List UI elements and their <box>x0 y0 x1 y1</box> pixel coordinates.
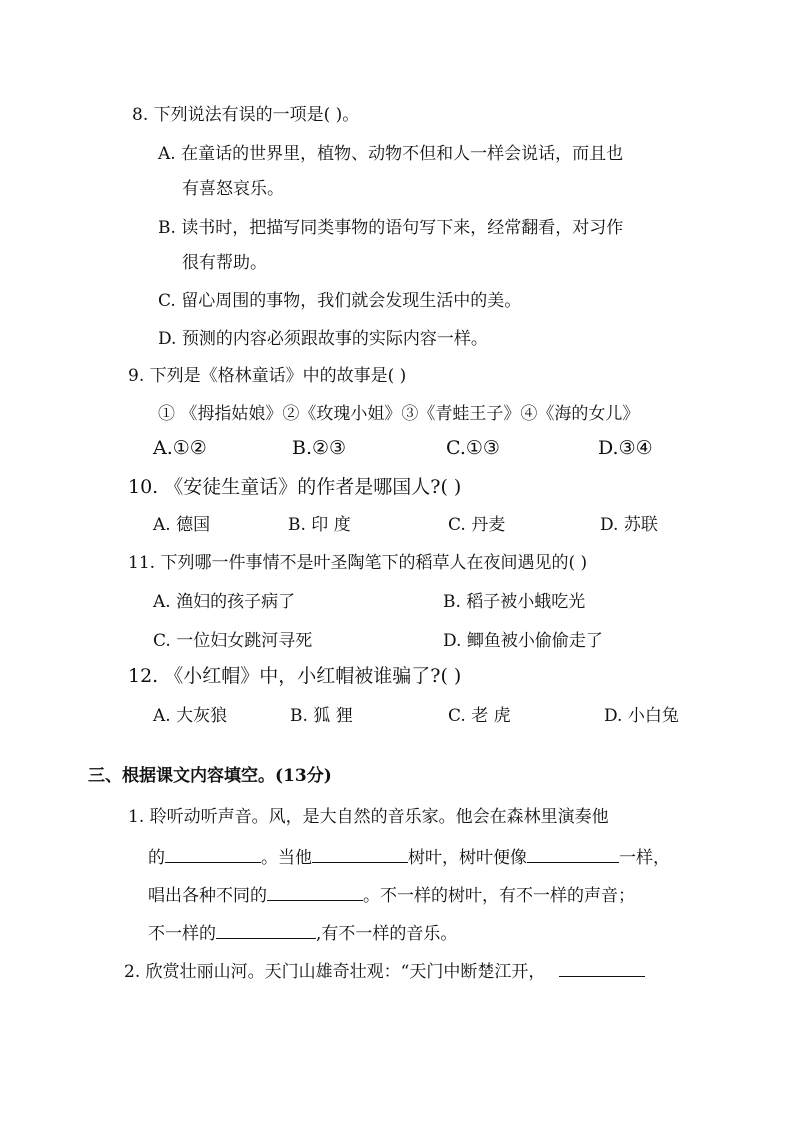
q12-option-c: C. 老 虎 <box>448 706 511 726</box>
q10-option-c: C. 丹麦 <box>448 515 506 535</box>
section-3-heading: 三、根据课文内容填空。(13分) <box>88 766 332 786</box>
fill-q1-text: 不一样的 <box>148 924 216 944</box>
q10-stem: 10. 《安徒生童话》的作者是哪国人?( ) <box>128 476 462 498</box>
q12-stem: 12. 《小红帽》中，小红帽被谁骗了?( ) <box>128 665 462 687</box>
q11-option-c: C. 一位妇女跳河寻死 <box>153 631 313 651</box>
fill-q1-text: 一样， <box>619 848 670 868</box>
q8-option-a: A. 在童话的世界里，植物、动物不但和人一样会说话，而且也 <box>158 144 624 164</box>
q12-option-b: B. 狐 狸 <box>290 706 353 726</box>
q8-option-a-cont: 有喜怒哀乐。 <box>182 179 284 199</box>
q9-option-c: C.①③ <box>446 437 500 459</box>
q9-option-a: A.①② <box>153 437 207 459</box>
q9-items: ① 《拇指姑娘》②《玫瑰小姐》③《青蛙王子》④《海的女儿》 <box>158 404 640 424</box>
fill-q1-text: 的 <box>148 848 165 868</box>
fill-q1-line-4 <box>148 920 457 945</box>
q10-option-a: A. 德国 <box>153 515 211 535</box>
q9-stem: 9. 下列是《格林童话》中的故事是( ) <box>128 366 407 386</box>
answer-blank[interactable] <box>165 844 261 863</box>
answer-blank[interactable] <box>216 920 316 939</box>
fill-q2-line-1 <box>124 958 645 983</box>
q11-option-a: A. 渔妇的孩子病了 <box>153 592 296 612</box>
answer-blank[interactable] <box>267 882 363 901</box>
fill-q1-text: ,有不一样的音乐。 <box>316 924 458 944</box>
q9-option-d: D.③④ <box>598 437 653 459</box>
q12-option-a: A. 大灰狼 <box>153 706 228 726</box>
fill-q1-text: 树叶，树叶便像 <box>408 848 527 868</box>
q9-option-b: B.②③ <box>292 437 347 459</box>
fill-q2-text: 2. 欣赏壮丽山河。天门山雄奇壮观：“天门中断楚江开， <box>124 962 546 982</box>
fill-q1-line-1: 1. 聆听动听声音。风，是大自然的音乐家。他会在森林里演奏他 <box>128 807 609 827</box>
q10-option-b: B. 印 度 <box>288 515 351 535</box>
q12-option-d: D. 小白兔 <box>604 706 679 726</box>
q11-stem: 11. 下列哪一件事情不是叶圣陶笔下的稻草人在夜间遇见的( ) <box>128 553 588 573</box>
fill-q1-text: 。当他 <box>261 848 312 868</box>
fill-q1-line-3 <box>148 882 635 907</box>
answer-blank[interactable] <box>312 844 408 863</box>
answer-blank[interactable] <box>527 844 619 863</box>
q8-option-b: B. 读书时，把描写同类事物的语句写下来，经常翻看，对习作 <box>158 218 624 238</box>
q11-option-d: D. 鲫鱼被小偷偷走了 <box>443 631 603 651</box>
answer-blank[interactable] <box>559 958 645 977</box>
q8-option-d: D. 预测的内容必须跟故事的实际内容一样。 <box>158 329 488 349</box>
q8-option-c: C. 留心周围的事物，我们就会发现生活中的美。 <box>158 291 522 311</box>
fill-q1-text: 唱出各种不同的 <box>148 886 267 906</box>
fill-q1-line-2 <box>148 844 670 869</box>
q8-option-b-cont: 很有帮助。 <box>182 253 267 273</box>
q8-stem: 8. 下列说法有误的一项是( )。 <box>132 105 360 125</box>
q11-option-b: B. 稻子被小蛾吃光 <box>443 592 586 612</box>
fill-q1-text: 。不一样的树叶，有不一样的声音； <box>363 886 635 906</box>
q10-option-d: D. 苏联 <box>600 515 658 535</box>
